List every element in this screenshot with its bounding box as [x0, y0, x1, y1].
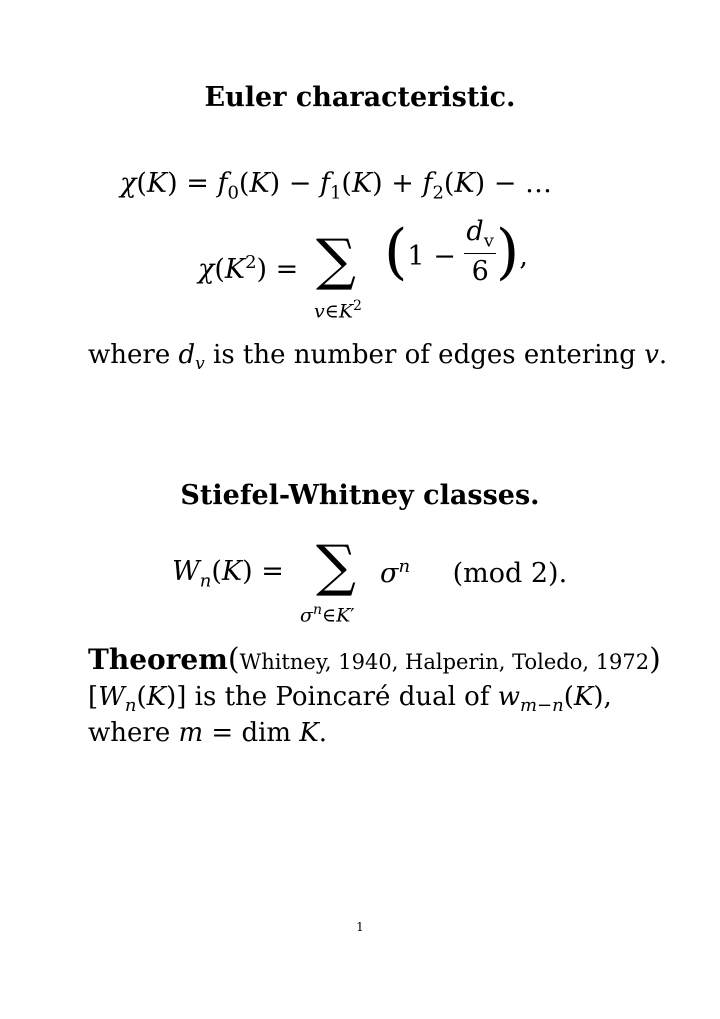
- euler-explanation: where $d_v$ is the number of edges entering v.: [88, 340, 668, 375]
- euler-surface-term: (1 − $\frac{d_v}{6}$ ),: [384, 216, 528, 288]
- theorem-citation: Whitney, 1940, Halperin, Toledo, 1972: [239, 650, 650, 674]
- summation-symbol: ∑: [316, 534, 356, 599]
- theorem-heading: Theorem(Whitney, 1940, Halperin, Toledo, 1972): [88, 642, 661, 677]
- sw-formula-lhs: $W_n(K)$ =: [172, 556, 284, 592]
- section-title-euler: Euler characteristic.: [204, 82, 516, 113]
- section-title-stiefel-whitney: Stiefel-Whitney classes.: [180, 480, 540, 511]
- summation-limit: $\sigma^n\in K'$: [300, 602, 355, 627]
- theorem-statement: $[W_n(K)]$ is the Poincaré dual of $w_{m-n}(K)$,: [88, 682, 612, 717]
- fraction-dv-over-6: $\frac{d_v}{6}$: [466, 216, 494, 288]
- page-number: 1: [356, 920, 364, 934]
- theorem-label: Theorem: [88, 643, 228, 676]
- euler-formula: $\chi(K) = f_0(K) - f_1(K) + f_2(K)$ − …: [120, 168, 552, 204]
- theorem-where: where m = dim K.: [88, 718, 328, 748]
- summation-symbol: ∑: [316, 228, 356, 293]
- summation-limit: $v\in K^2$: [314, 298, 362, 323]
- euler-surface-lhs: $\chi(K^2)$ =: [198, 252, 299, 285]
- sw-formula-rhs: $\sigma^n$ (mod 2).: [380, 556, 568, 589]
